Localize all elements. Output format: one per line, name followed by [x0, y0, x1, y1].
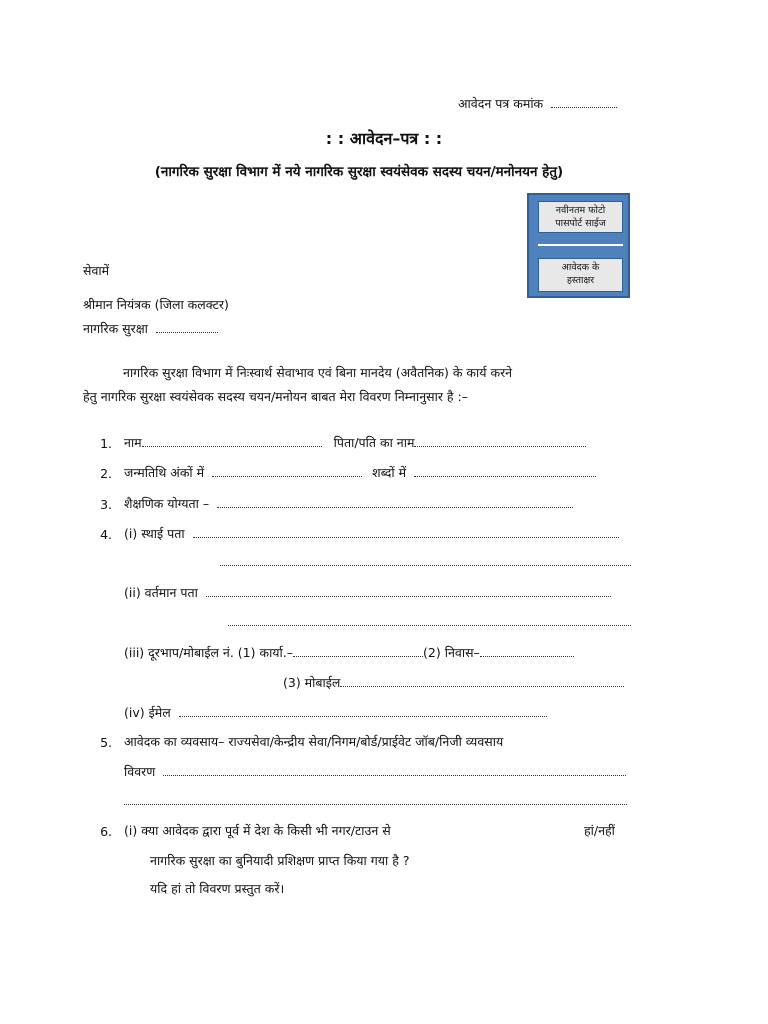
- signature-placeholder[interactable]: आवेदक के हस्ताक्षर: [538, 258, 623, 292]
- father-name-field[interactable]: [414, 445, 586, 447]
- salutation: सेवामें: [83, 263, 110, 278]
- addressee-line1: श्रीमान नियंत्रक (जिला कलक्टर): [83, 297, 229, 312]
- dob-digits-field[interactable]: [212, 475, 362, 477]
- occupation-details-field-2[interactable]: [124, 803, 627, 805]
- dob-words-field[interactable]: [414, 475, 596, 477]
- name-row: नाम पिता/पति का नाम: [124, 434, 586, 451]
- name-field[interactable]: [142, 445, 322, 447]
- form-title: : : आवेदन–पत्र : :: [325, 129, 443, 148]
- item-number-6: 6.: [100, 824, 112, 839]
- item-number-1: 1.: [100, 436, 112, 451]
- photo-separator: [538, 244, 623, 246]
- intro-line1: नागरिक सुरक्षा विभाग में निःस्वार्थ सेवाभाव एवं बिना मानदेय (अवैतनिक) के कार्य करने: [123, 365, 513, 380]
- current-address-field[interactable]: [206, 595, 611, 597]
- education-row: शैक्षणिक योग्यता –: [124, 495, 573, 512]
- permanent-address-line2: [220, 554, 631, 569]
- photo-placeholder[interactable]: नवीनतम फोटो पासपोर्ट साईज: [538, 201, 623, 233]
- form-subtitle: (नागरिक सुरक्षा विभाग में नये नागरिक सुरक्षा स्वयंसेवक सदस्य चयन/मनोनयन हेतु): [154, 164, 564, 180]
- current-address-field-2[interactable]: [228, 624, 631, 626]
- occupation-details-line2: [124, 793, 627, 808]
- training-question-line1: (i) क्या आवेदक द्वारा पूर्व में देश के किसी भी नगर/टाउन से: [124, 823, 391, 838]
- item-number-4: 4.: [100, 527, 112, 542]
- addressee-line2: नागरिक सुरक्षा: [83, 320, 218, 337]
- mobile-row: (3) मोबाईल: [283, 674, 624, 691]
- training-question-line2: नागरिक सुरक्षा का बुनियादी प्रशिक्षण प्राप्त किया गया है ?: [150, 853, 410, 868]
- training-question-line3: यदि हां तो विवरण प्रस्तुत करें।: [150, 881, 285, 896]
- mobile-field[interactable]: [340, 685, 624, 687]
- occupation-details-field[interactable]: [163, 774, 626, 776]
- application-number-label: आवेदन पत्र कमांक: [458, 95, 617, 112]
- training-yes-no[interactable]: हां/नहीं: [584, 823, 615, 838]
- dob-row: जन्मतिथि अंकों में शब्दों में: [124, 464, 596, 481]
- item-number-5: 5.: [100, 735, 112, 750]
- photo-signature-box: [527, 193, 630, 298]
- permanent-address-row: (i) स्थाई पता: [124, 525, 619, 542]
- occupation-label: आवेदक का व्यवसाय– राज्यसेवा/केन्द्रीय सेवा/निगम/बोर्ड/प्राईवेट जॉब/निजी व्यवसाय: [124, 734, 504, 749]
- education-field[interactable]: [217, 506, 573, 508]
- occupation-details-row: विवरण: [124, 763, 626, 780]
- intro-line2: हेतु नागरिक सुरक्षा स्वयंसेवक सदस्य चयन/मनोयन बाबत मेरा विवरण निम्नानुसार है :–: [83, 389, 468, 404]
- application-number-field[interactable]: [551, 106, 617, 108]
- email-field[interactable]: [179, 715, 547, 717]
- permanent-address-field[interactable]: [193, 536, 619, 538]
- permanent-address-field-2[interactable]: [220, 564, 631, 566]
- item-number-2: 2.: [100, 466, 112, 481]
- home-phone-field[interactable]: [480, 655, 574, 657]
- current-address-row: (ii) वर्तमान पता: [124, 584, 611, 601]
- phone-row: (iii) दूरभाप/मोबाईल नं. (1) कार्या.– (2) निवास–: [124, 644, 574, 661]
- office-phone-field[interactable]: [293, 655, 423, 657]
- district-field[interactable]: [156, 331, 218, 333]
- current-address-line2: [228, 614, 631, 629]
- item-number-3: 3.: [100, 497, 112, 512]
- email-row: (iv) ईमेल: [124, 704, 547, 721]
